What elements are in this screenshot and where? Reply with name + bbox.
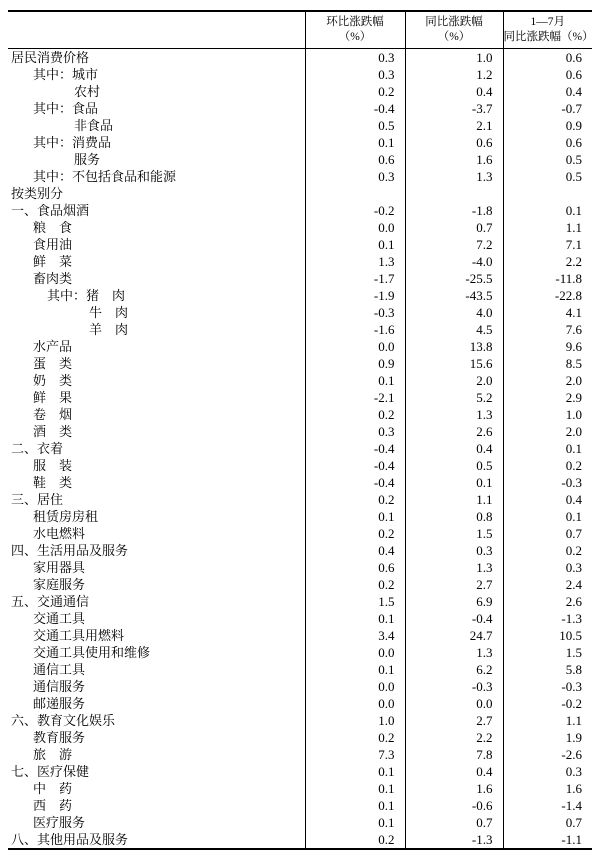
yoy-header-line2: （%） (437, 30, 471, 43)
table-row (8, 304, 592, 321)
row-label: 七、医疗保健 (11, 764, 90, 779)
ytd-value: 2.2 (503, 253, 592, 270)
table-row (8, 508, 592, 525)
mom-value: 1.0 (305, 712, 405, 729)
mom-value: 0.6 (305, 559, 405, 576)
mom-value: 0.0 (305, 644, 405, 661)
table-row (8, 270, 592, 287)
mom-value: 0.0 (305, 219, 405, 236)
yoy-value: 5.2 (405, 389, 503, 406)
row-label: 水产品 (33, 339, 73, 354)
table-row (8, 831, 592, 849)
yoy-value: 6.2 (405, 661, 503, 678)
yoy-value: 1.3 (405, 559, 503, 576)
mom-value: 1.5 (305, 593, 405, 610)
yoy-value: 1.6 (405, 151, 503, 168)
ytd-column-header (503, 11, 592, 49)
row-label: 其中：城市 (33, 67, 99, 82)
row-label: 其中：不包括食品和能源 (33, 169, 177, 184)
row-label: 服务 (74, 152, 101, 167)
row-label: 其中：猪 肉 (47, 288, 126, 303)
row-label: 六、教育文化娱乐 (11, 713, 116, 728)
yoy-value: 15.6 (405, 355, 503, 372)
yoy-value: 2.2 (405, 729, 503, 746)
table-row (8, 797, 592, 814)
row-label: 八、其他用品及服务 (11, 832, 129, 847)
ytd-value: 0.4 (503, 491, 592, 508)
yoy-value: 2.0 (405, 372, 503, 389)
mom-value: 0.1 (305, 134, 405, 151)
yoy-value: 1.3 (405, 168, 503, 185)
ytd-value: 1.9 (503, 729, 592, 746)
mom-value: 0.3 (305, 49, 405, 67)
row-label: 食用油 (33, 237, 73, 252)
yoy-value: 7.8 (405, 746, 503, 763)
ytd-value: 7.6 (503, 321, 592, 338)
table-body (8, 49, 592, 850)
yoy-value: 1.3 (405, 406, 503, 423)
ytd-value: 0.7 (503, 814, 592, 831)
table-row (8, 474, 592, 491)
ytd-value: 2.9 (503, 389, 592, 406)
mom-value: 7.3 (305, 746, 405, 763)
row-label: 家庭服务 (33, 577, 86, 592)
yoy-value: 2.6 (405, 423, 503, 440)
yoy-value: 0.1 (405, 474, 503, 491)
mom-value: 0.2 (305, 576, 405, 593)
yoy-value: 1.6 (405, 780, 503, 797)
table-row (8, 576, 592, 593)
row-label: 交通工具 (33, 611, 86, 626)
yoy-value: 1.1 (405, 491, 503, 508)
row-label: 农村 (74, 84, 101, 99)
yoy-value: 4.0 (405, 304, 503, 321)
row-label: 邮递服务 (33, 696, 86, 711)
mom-value: 0.2 (305, 406, 405, 423)
ytd-value: 0.6 (503, 49, 592, 67)
table-row (8, 440, 592, 457)
ytd-value: 1.6 (503, 780, 592, 797)
row-label: 羊 肉 (89, 322, 129, 337)
mom-value: 0.1 (305, 508, 405, 525)
row-label: 畜肉类 (33, 271, 73, 286)
row-label: 交通工具用燃料 (33, 628, 125, 643)
mom-value: 0.1 (305, 814, 405, 831)
table-row (8, 559, 592, 576)
mom-value: -0.2 (305, 202, 405, 219)
yoy-value: 4.5 (405, 321, 503, 338)
yoy-value: 0.7 (405, 814, 503, 831)
ytd-value (503, 185, 592, 202)
ytd-value: -2.6 (503, 746, 592, 763)
ytd-value: 0.1 (503, 440, 592, 457)
yoy-header-line1: 同比涨跌幅 (425, 15, 483, 28)
yoy-value: -0.4 (405, 610, 503, 627)
row-label: 其中：消费品 (33, 135, 112, 150)
table-row (8, 610, 592, 627)
ytd-value: -0.2 (503, 695, 592, 712)
yoy-value: -1.3 (405, 831, 503, 849)
yoy-value: 13.8 (405, 338, 503, 355)
ytd-value: 0.5 (503, 168, 592, 185)
row-label: 一、食品烟酒 (11, 203, 90, 218)
row-label: 二、衣着 (11, 441, 64, 456)
yoy-value: -0.3 (405, 678, 503, 695)
ytd-value: -0.3 (503, 474, 592, 491)
table-row (8, 406, 592, 423)
ytd-value: 0.4 (503, 83, 592, 100)
table-header (8, 11, 592, 49)
yoy-value: 0.5 (405, 457, 503, 474)
ytd-value: -1.3 (503, 610, 592, 627)
ytd-value: 0.6 (503, 134, 592, 151)
table-row (8, 66, 592, 83)
mom-header-line2: （%） (338, 30, 372, 43)
mom-value: -0.4 (305, 457, 405, 474)
mom-value: -0.4 (305, 440, 405, 457)
table-row (8, 49, 592, 67)
row-label: 中 药 (33, 781, 73, 796)
ytd-value: 0.2 (503, 542, 592, 559)
mom-value: 0.1 (305, 610, 405, 627)
row-label: 租赁房房租 (33, 509, 99, 524)
yoy-value: 6.9 (405, 593, 503, 610)
table-row (8, 253, 592, 270)
yoy-value: 0.3 (405, 542, 503, 559)
yoy-value: 0.7 (405, 219, 503, 236)
mom-value: 0.3 (305, 168, 405, 185)
row-label: 鲜 菜 (33, 254, 73, 269)
row-label: 牛 肉 (89, 305, 129, 320)
row-label: 西 药 (33, 798, 73, 813)
yoy-value: 1.2 (405, 66, 503, 83)
mom-value: 0.0 (305, 678, 405, 695)
ytd-header-line2: 同比涨跌幅（%） (503, 30, 594, 43)
table-row (8, 780, 592, 797)
yoy-value: -43.5 (405, 287, 503, 304)
mom-value: 0.1 (305, 797, 405, 814)
mom-value: 0.2 (305, 83, 405, 100)
table-row (8, 729, 592, 746)
mom-value: 0.3 (305, 423, 405, 440)
yoy-value: -1.8 (405, 202, 503, 219)
row-label: 酒 类 (33, 424, 73, 439)
table-row (8, 695, 592, 712)
table-row (8, 151, 592, 168)
table-row (8, 100, 592, 117)
ytd-value: -1.1 (503, 831, 592, 849)
table-row (8, 712, 592, 729)
table-row (8, 661, 592, 678)
mom-value: 0.1 (305, 763, 405, 780)
table-row (8, 83, 592, 100)
row-label: 交通工具使用和维修 (33, 645, 151, 660)
table-row (8, 185, 592, 202)
ytd-value: 4.1 (503, 304, 592, 321)
table-row (8, 287, 592, 304)
table-row (8, 525, 592, 542)
row-label: 卷 烟 (33, 407, 73, 422)
ytd-value: -0.3 (503, 678, 592, 695)
yoy-value: 0.4 (405, 440, 503, 457)
table-row (8, 746, 592, 763)
row-label: 粮 食 (33, 220, 73, 235)
table-row (8, 763, 592, 780)
mom-value: 0.5 (305, 117, 405, 134)
ytd-value: 0.9 (503, 117, 592, 134)
yoy-value: 0.4 (405, 83, 503, 100)
row-label: 蛋 类 (33, 356, 73, 371)
ytd-value: 0.3 (503, 763, 592, 780)
ytd-value: 2.6 (503, 593, 592, 610)
table-row (8, 168, 592, 185)
ytd-header-line1: 1—7月 (530, 15, 565, 28)
table-row (8, 678, 592, 695)
row-label: 按类别分 (11, 186, 64, 201)
mom-value: 0.0 (305, 695, 405, 712)
table-row (8, 202, 592, 219)
table-row (8, 372, 592, 389)
row-label: 居民消费价格 (11, 50, 90, 65)
ytd-value: 1.0 (503, 406, 592, 423)
row-label: 鲜 果 (33, 390, 73, 405)
row-label: 三、居住 (11, 492, 64, 507)
ytd-value: 5.8 (503, 661, 592, 678)
ytd-value: -0.7 (503, 100, 592, 117)
table-row (8, 491, 592, 508)
yoy-value: 1.5 (405, 525, 503, 542)
mom-value: -0.4 (305, 474, 405, 491)
ytd-value: 0.1 (503, 508, 592, 525)
ytd-value: 0.6 (503, 66, 592, 83)
cpi-table (8, 10, 592, 850)
mom-header-line1: 环比涨跌幅 (326, 15, 384, 28)
ytd-value: 2.0 (503, 372, 592, 389)
mom-value: 0.6 (305, 151, 405, 168)
yoy-value: 7.2 (405, 236, 503, 253)
yoy-value: 0.0 (405, 695, 503, 712)
header-row (8, 11, 592, 49)
mom-value: 0.2 (305, 831, 405, 849)
ytd-value: 2.0 (503, 423, 592, 440)
mom-value: 0.2 (305, 729, 405, 746)
table-row (8, 134, 592, 151)
yoy-column-header (405, 11, 503, 49)
row-label: 教育服务 (33, 730, 86, 745)
ytd-value: 0.5 (503, 151, 592, 168)
row-label: 其中：食品 (33, 101, 99, 116)
yoy-value: 2.1 (405, 117, 503, 134)
table-row (8, 627, 592, 644)
yoy-value: 1.3 (405, 644, 503, 661)
mom-value: -0.4 (305, 100, 405, 117)
yoy-value: -0.6 (405, 797, 503, 814)
ytd-value: 1.1 (503, 219, 592, 236)
table-row (8, 355, 592, 372)
ytd-value: -22.8 (503, 287, 592, 304)
row-label: 五、交通通信 (11, 594, 90, 609)
row-label: 旅 游 (33, 747, 73, 762)
mom-value: 3.4 (305, 627, 405, 644)
row-label: 家用器具 (33, 560, 86, 575)
row-label: 医疗服务 (33, 815, 86, 830)
mom-value: -1.7 (305, 270, 405, 287)
yoy-value: 2.7 (405, 576, 503, 593)
mom-column-header (305, 11, 405, 49)
yoy-value: 1.0 (405, 49, 503, 67)
label-column-header (8, 11, 305, 49)
row-label: 通信服务 (33, 679, 86, 694)
yoy-value: -4.0 (405, 253, 503, 270)
mom-value: 1.3 (305, 253, 405, 270)
mom-value: 0.3 (305, 66, 405, 83)
yoy-value: 0.6 (405, 134, 503, 151)
yoy-value (405, 185, 503, 202)
table-row (8, 236, 592, 253)
table-row (8, 542, 592, 559)
mom-value: 0.2 (305, 491, 405, 508)
mom-value: 0.1 (305, 372, 405, 389)
row-label: 通信工具 (33, 662, 86, 677)
mom-value: -1.9 (305, 287, 405, 304)
mom-value: 0.2 (305, 525, 405, 542)
table-row (8, 593, 592, 610)
table-row (8, 423, 592, 440)
ytd-value: 10.5 (503, 627, 592, 644)
table-row (8, 389, 592, 406)
row-label: 水电燃料 (33, 526, 86, 541)
yoy-value: -3.7 (405, 100, 503, 117)
mom-value: 0.1 (305, 661, 405, 678)
table-row (8, 321, 592, 338)
mom-value (305, 185, 405, 202)
table-row (8, 117, 592, 134)
yoy-value: 2.7 (405, 712, 503, 729)
mom-value: -0.3 (305, 304, 405, 321)
mom-value: 0.0 (305, 338, 405, 355)
row-label: 鞋 类 (33, 475, 73, 490)
ytd-value: 8.5 (503, 355, 592, 372)
row-label: 服 装 (33, 458, 73, 473)
table-row (8, 814, 592, 831)
yoy-value: -25.5 (405, 270, 503, 287)
mom-value: 0.4 (305, 542, 405, 559)
yoy-value: 0.4 (405, 763, 503, 780)
table-row (8, 338, 592, 355)
ytd-value: 0.7 (503, 525, 592, 542)
yoy-value: 24.7 (405, 627, 503, 644)
ytd-value: -11.8 (503, 270, 592, 287)
ytd-value: 9.6 (503, 338, 592, 355)
yoy-value: 0.8 (405, 508, 503, 525)
ytd-value: 7.1 (503, 236, 592, 253)
row-label: 四、生活用品及服务 (11, 543, 129, 558)
mom-value: -2.1 (305, 389, 405, 406)
ytd-value: 0.1 (503, 202, 592, 219)
row-label: 非食品 (74, 118, 114, 133)
mom-value: 0.1 (305, 780, 405, 797)
ytd-value: 2.4 (503, 576, 592, 593)
ytd-value: 1.1 (503, 712, 592, 729)
row-label: 奶 类 (33, 373, 73, 388)
mom-value: 0.9 (305, 355, 405, 372)
table-row (8, 457, 592, 474)
ytd-value: 0.2 (503, 457, 592, 474)
ytd-value: 1.5 (503, 644, 592, 661)
ytd-value: -1.4 (503, 797, 592, 814)
mom-value: 0.1 (305, 236, 405, 253)
ytd-value: 0.3 (503, 559, 592, 576)
table-row (8, 644, 592, 661)
mom-value: -1.6 (305, 321, 405, 338)
table-row (8, 219, 592, 236)
